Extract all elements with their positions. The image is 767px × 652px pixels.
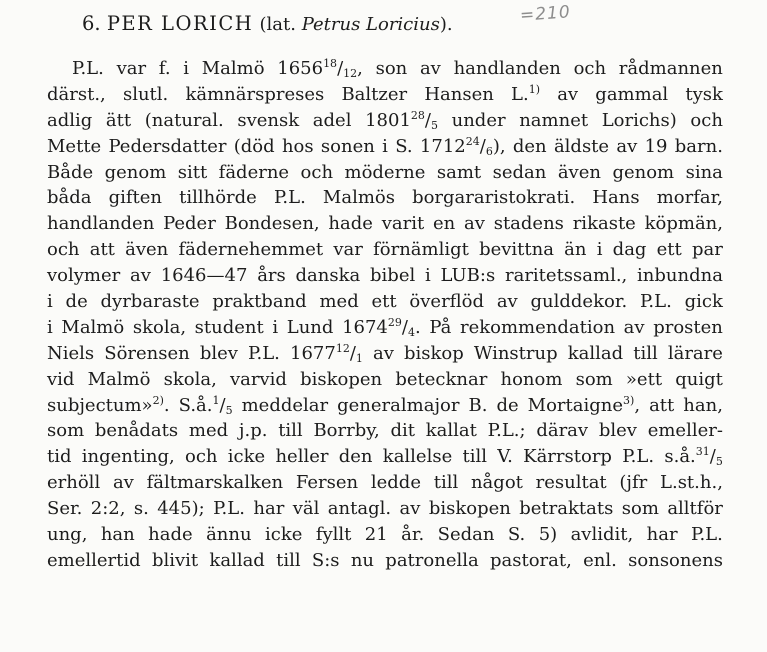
word: sedan — [492, 161, 547, 183]
word: adlig — [47, 109, 93, 131]
word: P.L. — [690, 524, 723, 546]
word: Sörensen — [104, 342, 190, 364]
word: 5) — [538, 524, 558, 546]
word: nu — [350, 549, 375, 571]
word: $1712^{24}/_6$), — [419, 134, 506, 158]
word: »ett — [625, 368, 663, 390]
entry-paren-open: (lat. — [259, 14, 302, 35]
word: av — [419, 58, 441, 79]
word: än — [564, 239, 587, 261]
word: dit — [390, 420, 416, 442]
word: Hansen — [424, 83, 494, 105]
text-line — [47, 470, 723, 496]
entry-latin-name: Petrus Loricius — [301, 14, 440, 35]
word: antagl. — [327, 498, 392, 520]
word: S. — [395, 135, 413, 157]
word: av — [557, 83, 579, 105]
word: Niels — [47, 342, 95, 364]
word: resultat — [535, 472, 607, 494]
word: Borrby, — [313, 420, 380, 442]
word: av — [399, 498, 421, 520]
word: i — [382, 135, 388, 157]
word: giften — [108, 187, 163, 209]
word: 445); — [157, 498, 205, 520]
word: bevittna — [479, 239, 554, 261]
word: student — [194, 316, 264, 338]
word: betecknar — [395, 368, 488, 390]
word: har — [646, 524, 678, 546]
word: med — [188, 420, 229, 442]
word: som — [621, 498, 659, 520]
word: Sedan — [437, 524, 495, 546]
word: par — [691, 239, 723, 261]
subscript: 5 — [225, 403, 233, 417]
word: väl — [292, 498, 320, 520]
word: hade — [148, 524, 193, 546]
text-line — [47, 108, 723, 134]
word: P.L. — [622, 446, 655, 468]
superscript: 31 — [695, 445, 710, 459]
word: båda — [47, 187, 92, 209]
entry-heading — [82, 10, 453, 39]
word: och — [185, 446, 218, 468]
word: Pedersdatter — [108, 135, 227, 157]
word: biskopen — [428, 498, 511, 520]
word: till — [633, 342, 658, 364]
word: därst., — [47, 83, 106, 105]
word: den — [512, 135, 547, 157]
word: P.L. — [72, 58, 104, 79]
word: ännu — [206, 524, 252, 546]
word: V. — [497, 446, 513, 468]
word: till — [276, 549, 301, 571]
word: Fersen — [295, 472, 359, 494]
word: hos — [281, 135, 314, 157]
word: han — [100, 524, 135, 546]
word: Malmö — [201, 58, 265, 79]
word: till — [433, 472, 459, 494]
word: 21 — [364, 524, 388, 546]
superscript: 3) — [623, 393, 635, 407]
word: 1646—47 — [160, 265, 248, 287]
text-line — [47, 237, 723, 263]
word: Hans — [592, 187, 640, 209]
word: sonsonens — [628, 549, 723, 571]
subscript: 5 — [715, 455, 723, 469]
text-line — [47, 444, 723, 470]
word: sonen — [320, 135, 375, 157]
superscript: 1) — [528, 82, 541, 96]
word: med — [319, 291, 359, 313]
word: (död — [233, 135, 275, 157]
word: adel — [312, 109, 352, 131]
entry-body-text — [47, 56, 723, 574]
word: icke — [265, 524, 303, 546]
word: av — [112, 472, 134, 494]
word: L.st.h., — [660, 472, 723, 494]
word: inbundna — [637, 265, 723, 287]
word: även — [125, 239, 169, 261]
word: benådats — [94, 420, 179, 442]
word: P.L. — [273, 187, 306, 209]
word: Baltzer — [341, 83, 408, 105]
word: (natural. — [144, 109, 224, 131]
word: till — [278, 420, 303, 442]
word: P.L.; — [487, 420, 526, 442]
word: fäderne — [218, 161, 290, 183]
word: av — [623, 316, 645, 338]
word: praktband — [212, 291, 307, 313]
word: de — [496, 394, 519, 416]
word: volymer — [47, 265, 121, 287]
word: emellertid — [47, 549, 141, 571]
word: Winstrup — [473, 342, 558, 364]
word: 2:2, — [90, 498, 126, 520]
word: hade — [328, 213, 373, 235]
word: en — [432, 213, 456, 235]
text-line — [47, 160, 723, 186]
text-line — [47, 289, 723, 315]
word: som — [575, 368, 613, 390]
word: lärare — [667, 342, 723, 364]
word: Lorichs) — [601, 109, 677, 131]
word: av — [616, 135, 638, 157]
word: biskopen — [300, 368, 383, 390]
word: Malmö — [61, 316, 125, 338]
word: möderne — [344, 161, 426, 183]
word: barn. — [674, 135, 723, 157]
word: i — [596, 239, 603, 261]
word: $1674^{29}/_4$. — [342, 315, 421, 339]
word: handlanden — [453, 58, 561, 79]
word: (jfr — [619, 472, 648, 494]
word: ett — [371, 291, 397, 313]
word: emeller- — [647, 420, 723, 442]
word: i — [183, 58, 190, 79]
word: raritetssaml., — [504, 265, 628, 287]
word: kallad — [209, 549, 265, 571]
word: bibel — [370, 265, 416, 287]
word: 19 — [644, 135, 668, 157]
word: tid — [47, 446, 72, 468]
word: pastorat, — [490, 549, 572, 571]
word: av — [496, 291, 518, 313]
word: skola, — [132, 316, 187, 338]
pencil-annotation: =210 — [519, 2, 572, 26]
subscript: 4 — [407, 325, 415, 339]
word: erhöll — [47, 472, 101, 494]
word: rikaste — [572, 213, 636, 235]
word: Mortaigne$^{3)}$, — [527, 393, 641, 416]
word: tillhörde — [179, 187, 257, 209]
word: ledde — [370, 472, 421, 494]
word: honom — [500, 368, 563, 390]
word: har — [253, 498, 285, 520]
word: blev — [598, 420, 637, 442]
word: genom — [104, 161, 167, 183]
word: dyrbaraste — [100, 291, 200, 313]
word: $S.å.^1/_5$ — [178, 393, 233, 417]
word: P.L. — [639, 291, 672, 313]
text-line — [47, 393, 723, 419]
word: ätt — [105, 109, 132, 131]
superscript: 2) — [152, 393, 164, 407]
word: På — [429, 316, 452, 338]
word: Mette — [47, 135, 102, 157]
word: rekommendation — [459, 316, 616, 338]
text-line — [47, 548, 723, 574]
word: subjectum»$^{2)}$. — [47, 393, 170, 416]
word: s. — [133, 498, 149, 520]
word: Ser. — [47, 498, 83, 520]
superscript: 12 — [335, 341, 350, 355]
word: var — [116, 58, 147, 79]
word: gulddekor. — [530, 291, 628, 313]
word: och — [573, 58, 607, 79]
word: son — [375, 58, 408, 79]
word: genom — [612, 161, 675, 183]
word: $1677^{12}/_1$ — [290, 341, 363, 365]
word: av — [373, 342, 394, 364]
word: överflöd — [409, 291, 485, 313]
word: Malmö — [87, 368, 151, 390]
word: Peder — [163, 213, 216, 235]
text-line — [47, 134, 723, 160]
word: vid — [47, 368, 75, 390]
word: j.p. — [238, 420, 268, 442]
word: äldste — [553, 135, 610, 157]
superscript: 24 — [465, 134, 480, 148]
word: även — [557, 161, 601, 183]
word: köpmän, — [644, 213, 723, 235]
word: och — [690, 109, 723, 131]
word: samt — [436, 161, 482, 183]
text-line — [47, 263, 723, 289]
text-line — [47, 56, 723, 82]
word: i — [272, 316, 279, 338]
word: avlidit, — [570, 524, 634, 546]
word: Kärrstorp — [523, 446, 612, 468]
entry-name: PER LORICH — [106, 12, 254, 35]
word: Både — [47, 161, 94, 183]
word: fältmarskalken — [146, 472, 284, 494]
word: icke — [227, 446, 266, 468]
word: kallat — [425, 420, 477, 442]
word: gammal — [595, 83, 669, 105]
superscript: 29 — [387, 315, 402, 329]
word: morfar, — [656, 187, 723, 209]
text-line — [47, 82, 723, 108]
word: generalmajor — [337, 394, 460, 416]
word: tysk — [685, 83, 723, 105]
word: år. — [401, 524, 425, 546]
word: i — [47, 316, 53, 338]
text-line — [47, 496, 723, 522]
word: förnämligt — [373, 239, 469, 261]
word: patronella — [385, 549, 479, 571]
text-line — [47, 522, 723, 548]
word: och — [47, 239, 80, 261]
word: därav — [536, 420, 589, 442]
entry-paren-close: ). — [439, 14, 453, 35]
word: f. — [158, 58, 171, 79]
word: $1801^{28}/_5$ — [365, 108, 438, 132]
word: varvid — [230, 368, 287, 390]
word: $1656^{18}/_{12}$, — [277, 57, 363, 80]
word: blivit — [151, 549, 199, 571]
word: namnet — [519, 109, 589, 131]
text-line — [47, 315, 723, 341]
word: blev — [199, 342, 238, 364]
word: biskop — [404, 342, 464, 364]
word: ett — [656, 239, 682, 261]
word: L.$^{1)}$ — [511, 82, 541, 105]
text-line — [47, 211, 723, 237]
superscript: 18 — [323, 57, 338, 70]
text-line — [47, 367, 723, 393]
word: skola, — [163, 368, 217, 390]
word: års — [257, 265, 286, 287]
word: sitt — [177, 161, 208, 183]
word: i — [47, 291, 53, 313]
word: av — [464, 213, 485, 235]
word: att — [649, 394, 675, 416]
word: ung, — [47, 524, 88, 546]
word: prosten — [653, 316, 723, 338]
word: Bondesen, — [224, 213, 320, 235]
word: rådmannen — [618, 58, 723, 79]
superscript: 1 — [212, 393, 220, 407]
word: som — [47, 420, 85, 442]
word: stadens — [493, 213, 564, 235]
subscript: 5 — [430, 118, 438, 132]
word: S:s — [311, 549, 340, 571]
word: de — [65, 291, 88, 313]
word: alltför — [667, 498, 723, 520]
word: och — [300, 161, 334, 183]
word: kallad — [567, 342, 624, 364]
word: borgararistokrati. — [412, 187, 576, 209]
entry-number: 6. — [82, 12, 101, 35]
word: P.L. — [248, 342, 280, 364]
word: enl. — [583, 549, 617, 571]
word: handlanden — [47, 213, 155, 235]
word: S. — [507, 524, 526, 546]
text-line — [47, 341, 723, 367]
text-line — [47, 185, 723, 211]
word: han, — [683, 394, 723, 416]
word: gick — [684, 291, 723, 313]
word: P.L. — [213, 498, 245, 520]
word: den — [338, 446, 373, 468]
subscript: 12 — [343, 67, 358, 80]
word: Lund — [286, 316, 334, 338]
word: att — [89, 239, 115, 261]
word: var — [333, 239, 363, 261]
word: slutl. — [122, 83, 169, 105]
superscript: 28 — [410, 108, 425, 122]
word: fyllt — [315, 524, 352, 546]
word: av — [130, 265, 151, 287]
word: danska — [295, 265, 361, 287]
word: sina — [685, 161, 723, 183]
word: Malmös — [322, 187, 395, 209]
word: under — [451, 109, 506, 131]
subscript: 1 — [355, 351, 363, 365]
word: meddelar — [241, 394, 329, 416]
word: LUB:s — [440, 265, 496, 287]
word: heller — [275, 446, 329, 468]
word: varit — [381, 213, 425, 235]
word: i — [425, 265, 431, 287]
subscript: 6 — [485, 144, 493, 158]
word: B. — [468, 394, 488, 416]
word: fädernehemmet — [178, 239, 324, 261]
word: till — [462, 446, 488, 468]
word: kallelse — [382, 446, 453, 468]
word: ingenting, — [81, 446, 175, 468]
word: kämnärspreses — [185, 83, 325, 105]
word: quigt — [675, 368, 723, 390]
word: svensk — [237, 109, 300, 131]
word: något — [470, 472, 523, 494]
word: betraktats — [519, 498, 614, 520]
word: dag — [612, 239, 647, 261]
text-line — [47, 418, 723, 444]
word: $s.å.^{31}/_5$ — [664, 445, 723, 469]
